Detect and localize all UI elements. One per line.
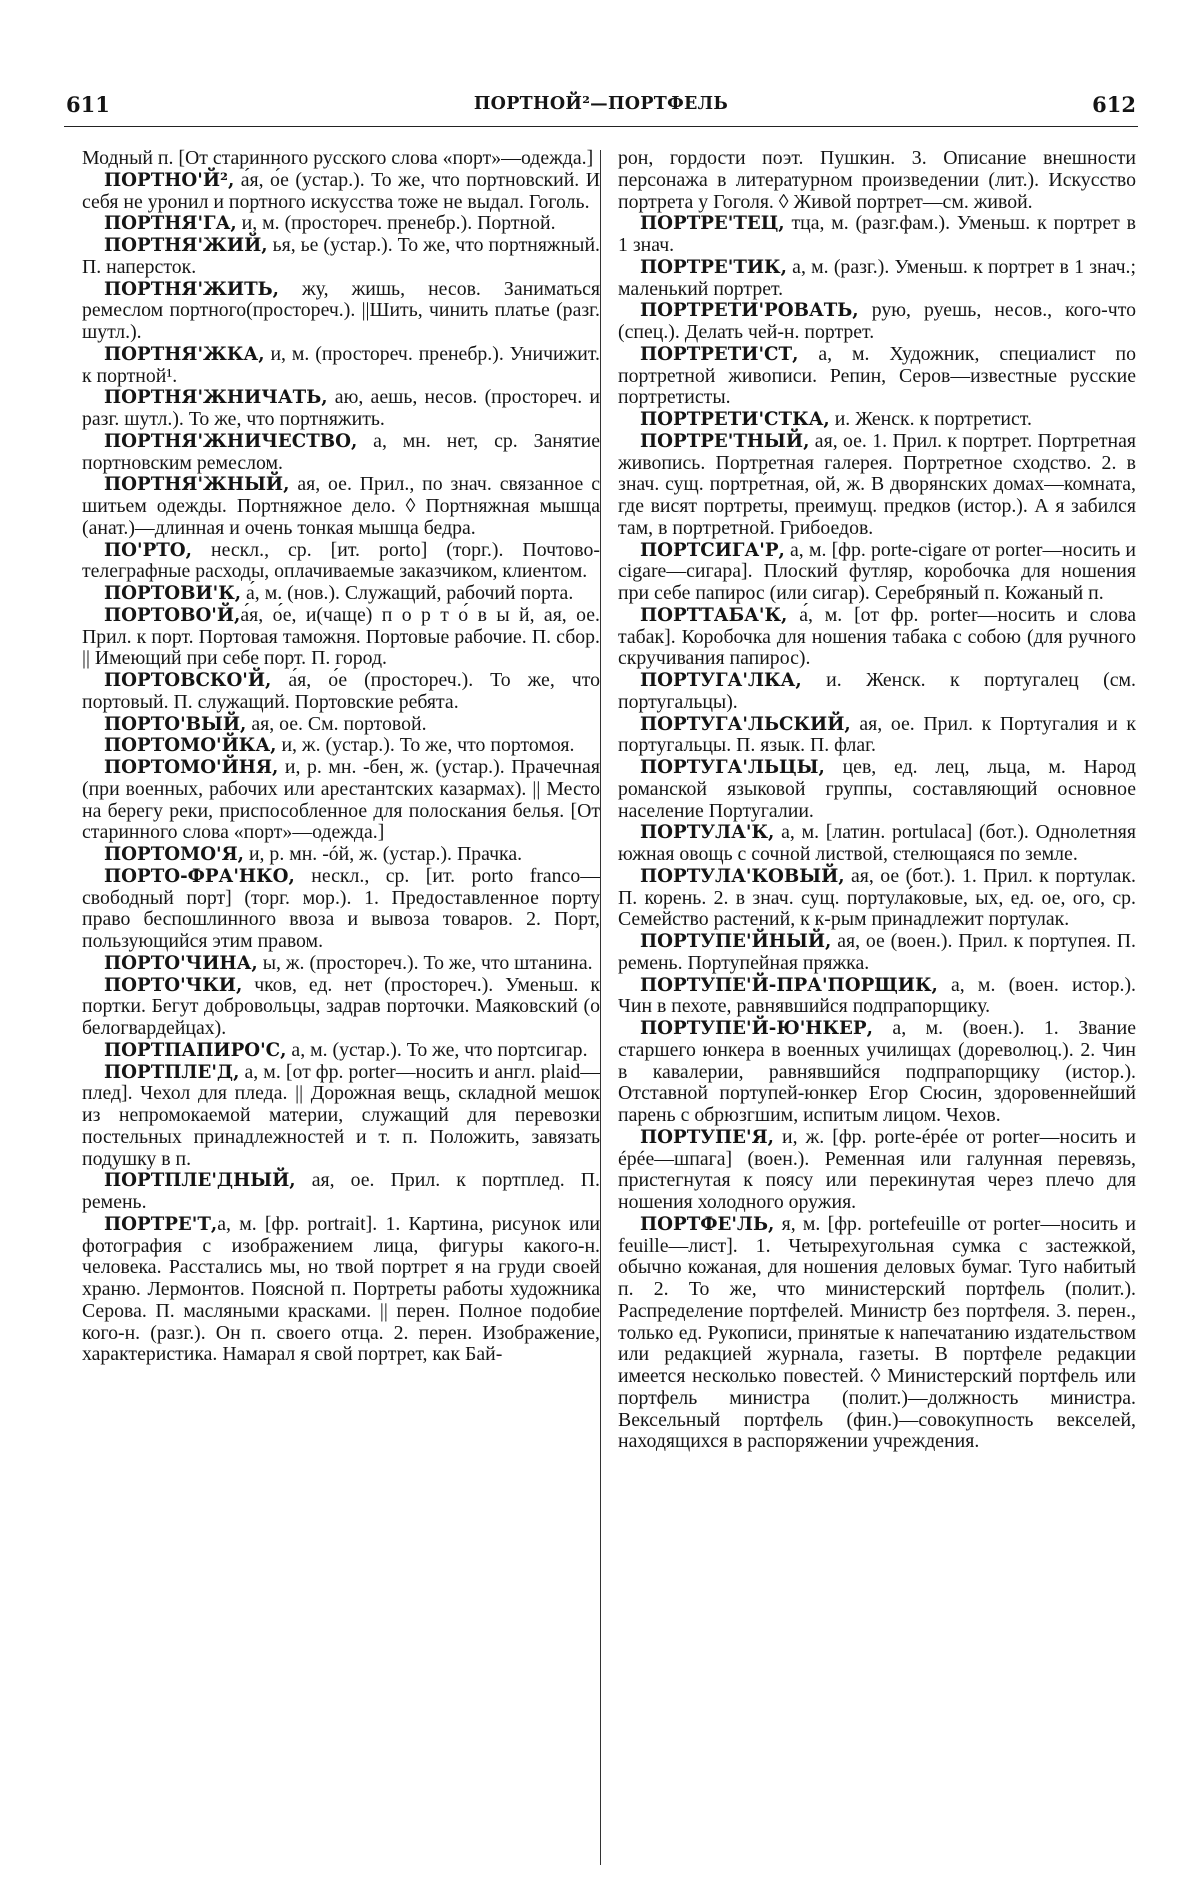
dictionary-entry [82, 1170, 600, 1214]
dictionary-entry [82, 583, 600, 605]
dictionary-entry [618, 714, 1136, 758]
entry-headword: ПОРТРЕТИ'СТ, [640, 343, 799, 365]
entry-continuation [82, 148, 600, 170]
dictionary-entry [82, 1214, 600, 1366]
entry-text: ая, ое (бот.). 1. Прил. к портулак. П. корень. 2. в знач. сущ. портула́ковые, ых, ед. ое, ого, ср. Семейство растений, к к-рым принадлежит портулак. [618, 864, 1136, 931]
column-right [618, 148, 1136, 1878]
dictionary-entry [618, 1018, 1136, 1127]
dictionary-entry [82, 1040, 600, 1062]
dictionary-entry [82, 735, 600, 757]
dictionary-entry [618, 540, 1136, 605]
entry-text: и, ж. (устар.). То же, что портомоя. [276, 734, 575, 757]
entry-text: ая, ое. Прил., по знач. связанное с шитьем одежды. Портняжное дело. ◊ Портняжная мышца (анат.)—длинная и очень тонкая мышца бедра. [82, 473, 600, 539]
entry-headword: ПОРТРЕТИ'СТКА, [640, 409, 830, 430]
entry-headword: ПОРТО'ЧИНА, [104, 952, 258, 974]
entry-text: ая, ое. 1. Прил. к портрет. Портретная живопись. Портретная галерея. Портретное сходство. 2. в знач. сущ. портре́тная, ой, ж. В дворянских домах—комната, где висят портреты, преимущ. предков (истор.). А я забился там, в портретной. Грибоедов. [618, 429, 1136, 539]
dictionary-entry [618, 344, 1136, 409]
entry-headword: ПОРТРЕТИ'РОВАТЬ, [640, 300, 859, 322]
dictionary-entry [82, 387, 600, 431]
dictionary-entry [82, 975, 600, 1040]
entry-headword: ПОРТО'ВЫЙ, [104, 713, 247, 735]
dictionary-entry [82, 170, 600, 214]
entry-text: рую, руешь, несов., кого-что (спец.). Делать чей-н. портрет. [618, 299, 1136, 343]
entry-headword: ПОРТУГА'ЛЬСКИЙ, [640, 713, 851, 735]
entry-headword: ПОРТРЕ'ТИК, [640, 256, 787, 278]
column-left [82, 148, 600, 1878]
entry-text: а́я, о́е, и(чаще) п о р т о́ в ы й, ая, ое. Прил. к порт. Портовая таможня. Портовые рабочие. П. сбор. || Имеющий при себе порт. П. город. [82, 603, 600, 670]
entry-text: а, м. (разг.). Уменьш. к портрет в 1 знач.; маленький портрет. [618, 255, 1136, 300]
dictionary-entry [82, 757, 600, 844]
entry-headword: ПОРТРЕ'Т, [104, 1213, 218, 1235]
entry-headword: ПОРТНО'Й², [104, 169, 235, 191]
entry-text: жу, жишь, несов. Заниматься ремеслом портного(простореч.). ||Шить, чинить платье (разг. шутл.). [82, 277, 600, 343]
entry-headword: ПОРТНЯ'ГА, [104, 213, 237, 235]
dictionary-entry [618, 822, 1136, 866]
entry-text: и. Женск. к портретист. [829, 408, 1032, 430]
entry-text: и, р. мн. -бен, ж. (устар.). Прачечная (при военных, рабочих или арестантских казармах). || Место на берегу реки, приспособленное для полоскания белья. [От старинного слова «порт»—одежда.] [82, 756, 600, 844]
dictionary-entry [82, 866, 600, 953]
entry-headword: ПОРТНЯ'ЖКА, [104, 343, 265, 365]
entry-headword: ПОРТНЯ'ЖНИЧЕСТВО, [104, 430, 358, 452]
dictionary-entry [618, 757, 1136, 822]
entry-headword: ПОРТУЛА'КОВЫЙ, [640, 865, 845, 887]
entry-headword: ПОРТТАБА'К, [640, 604, 788, 626]
entry-headword: ПОРТОМО'ЙКА, [104, 735, 277, 757]
entry-text: а, м. [фр. portrait]. 1. Картина, рисунок или фотография с изображением лица, фигуры какого-н. человека. Расстались мы, но твой портрет я на груди своей храню. Лермонтов. Поясной п. Портреты работы художника Серова. П. масляными красками. || перен. Полное подобие кого-н. (разг.). Он п. своего отца. 2. перен. Изображение, характеристика. Намарал я свой портрет, как Бай- [82, 1212, 600, 1366]
header-rule [64, 126, 1138, 127]
entry-headword: ПОРТРЕ'ТНЫЙ, [640, 430, 810, 452]
column-divider [600, 150, 601, 1865]
entry-headword: ПОРТУПЕ'Я, [640, 1126, 774, 1148]
entry-headword: ПОРТО'ЧКИ, [104, 974, 243, 996]
entry-text: ья, ье (устар.). То же, что портняжный. П. наперсток. [82, 234, 600, 278]
entry-text: а, мн. нет, ср. Занятие портновским ремеслом. [82, 429, 600, 474]
entry-text: нескл., ср. [ит. porto franco—свободный порт] (торг. мор.). 1. Предоставленное порту право беспошлинного ввоза и вывоза товаров. 2. Порт, пользующийся этим правом. [82, 864, 600, 952]
entry-headword: ПОРТНЯ'ЖНИЧАТЬ, [104, 387, 328, 409]
entry-text: рон, гордости поэт. Пушкин. 3. Описание внешности персонажа в литературном произведении (лит.). Искусство портрета у Гоголя. ◊ Живой портрет—см. живой. [618, 148, 1136, 213]
entry-text: и, м. (простореч. пренебр.). Портной. [236, 212, 556, 235]
entry-headword: ПОРТНЯ'ЖИТЬ, [104, 278, 279, 300]
entry-headword: ПОРТУГА'ЛКА, [640, 670, 802, 691]
entry-text: ая, ое. Прил. к портплед. П. ремень. [82, 1169, 600, 1213]
entry-headword: ПОРТСИГА'Р, [640, 539, 785, 561]
entry-headword: ПОРТФЕ'ЛЬ, [640, 1213, 775, 1235]
dictionary-entry [618, 866, 1136, 931]
dictionary-entry [82, 953, 600, 975]
entry-headword: ПОРТУПЕ'Й-ПРА'ПОРЩИК, [640, 974, 938, 996]
entry-text: я, м. [фр. portefeuille от porter—носить и feuille—лист]. 1. Четырехугольная сумка с застежкой, обычно кожаная, для ношения деловых бумаг. Туго набитый п. 2. То же, что министерский портфель (полит.). Распределение портфелей. Министр без портфеля. 3. перен., только ед. Рукописи, принятые к напечатанию издательством или редакцией журнала, газеты. В портфеле редакции имеется несколько повестей. ◊ Министерский портфель или портфель министра (полит.)—должность министра. Вексельный портфель (фин.)—совокупность векселей, находящихся в распоряжении учреждения. [618, 1212, 1136, 1453]
dictionary-entry [618, 213, 1136, 257]
entry-text: а, м. [от фр. porter—носить и англ. plaid—плед]. Чехол для пледа. || Дорожная вещь, складной мешок из непромокаемой материи, служащий для перевозки постельных принадлежностей и т. п. Положить, завязать подушку в п. [82, 1060, 600, 1170]
dictionary-entry [618, 931, 1136, 975]
dictionary-entry [82, 431, 600, 475]
entry-text: и, ж. [фр. porte-épée от porter—носить и épée—шпага] (воен.). Ременная или галунная перевязь, пристегнутая к поясу или перекинутая через плечо для ношения холодного оружия. [618, 1125, 1136, 1213]
dictionary-entry [618, 431, 1136, 540]
dictionary-entry [618, 605, 1136, 670]
entry-headword: ПОРТОВСКО'Й, [104, 670, 272, 691]
dictionary-entry [618, 257, 1136, 301]
page-number-left: 611 [66, 92, 110, 117]
dictionary-entry [618, 1214, 1136, 1453]
running-title: ПОРТНОЙ²—ПОРТФЕЛЬ [473, 94, 729, 114]
entry-text: а, м. [фр. porte-cigare от porter—носить и cigare—сигара]. Плоский футляр, коробочка для ношения при себе папирос (или сигар). Серебряный п. Кожаный п. [618, 538, 1136, 604]
entry-headword: ПОРТУПЕ'Й-Ю'НКЕР, [640, 1018, 873, 1039]
dictionary-entry [618, 409, 1136, 431]
entry-text: ая, ое. См. портовой. [246, 712, 427, 735]
entry-text: нескл., ср. [ит. porto] (торг.). Почтово-телеграфные расходы, оплачиваемые заказчиком, клиентом. [82, 538, 600, 583]
entry-text: Модный п. [От старинного русского слова «порт»—одежда.] [82, 148, 594, 169]
dictionary-entry [618, 300, 1136, 344]
entry-text: а, м. (воен.). 1. Звание старшего юнкера в военных училищах (дореволюц.). 2. Чин в кавалерии, равнявшийся подпрапорщику (истор.). Отставной портупей-юнкер Егор Сюсин, здоровеннейший парень с обрюзгшим, испитым лицом. Чехов. [618, 1017, 1136, 1126]
dictionary-entry [82, 605, 600, 670]
dictionary-entry [618, 1127, 1136, 1214]
entry-text: а́я, о́е (устар.). То же, что портновский. И себя не уронил и портного искусства тоже не выдал. Гоголь. [82, 168, 600, 213]
entry-headword: ПОРТНЯ'ЖИЙ, [104, 235, 268, 256]
entry-text: аю, аешь, несов. (простореч. и разг. шутл.). То же, что портняжить. [82, 386, 600, 430]
entry-text: а, м. (устар.). То же, что портсигар. [286, 1038, 588, 1061]
entry-headword: ПОРТПЛЕ'ДНЫЙ, [104, 1170, 296, 1192]
entry-headword: ПОРТОВО'Й, [104, 604, 241, 626]
entry-text: а, м. [латин. portulaca] (бот.). Однолетняя южная овощь с сочной листвой, стелющаяся по земле. [618, 821, 1136, 865]
entry-headword: ПОРТО-ФРА'НКО, [104, 865, 295, 887]
entry-text: тца, м. (разг.фам.). Уменьш. к портрет в 1 знач. [618, 212, 1136, 256]
entry-text: а́я, о́е (простореч.). То же, что портовый. П. служащий. Портовские ребята. [82, 669, 600, 713]
entry-text: а, м. (воен. истор.). Чин в пехоте, равнявшийся подпрапорщику. [618, 973, 1136, 1018]
entry-headword: ПОРТПЛЕ'Д, [104, 1061, 240, 1083]
entry-headword: ПОРТОМО'ЙНЯ, [104, 757, 279, 778]
entry-headword: ПОРТРЕ'ТЕЦ, [640, 213, 785, 235]
dictionary-entry [82, 540, 600, 584]
entry-headword: ПОРТОВИ'К, [104, 583, 242, 604]
dictionary-entry [82, 213, 600, 235]
entry-headword: ПОРТОМО'Я, [104, 844, 244, 865]
entry-text: и, р. мн. -óй, ж. (устар.). Прачка. [244, 843, 523, 865]
dictionary-entry [82, 714, 600, 736]
dictionary-entry [82, 1062, 600, 1171]
entry-text: цев, ед. лец, льца, м. Народ романской языковой группы, составляющий основное население Португалии. [618, 756, 1136, 822]
entry-continuation [618, 148, 1136, 213]
dictionary-entry [82, 279, 600, 344]
dictionary-entry [618, 975, 1136, 1019]
entry-headword: ПО'РТО, [104, 539, 192, 561]
entry-text: чков, ед. нет (простореч.). Уменьш. к портки. Бегут добровольцы, задрав порточки. Маяковский (о белогвардейцах). [82, 973, 600, 1039]
entry-headword: ПОРТУЛА'К, [640, 822, 775, 844]
entry-text: ая, ое (воен.). Прил. к портупея. П. ремень. Портупейная пряжка. [618, 930, 1136, 974]
entry-headword: ПОРТПАПИРО'С, [104, 1039, 287, 1061]
entry-text: ы, ж. (простореч.). То же, что штанина. [257, 951, 593, 974]
page-header [66, 92, 1136, 122]
dictionary-entry [82, 670, 600, 714]
entry-text: и, м. (простореч. пренебр.). Уничижит. к портной¹. [82, 342, 600, 387]
entry-text: а, м. Художник, специалист по портретной живописи. Репин, Серов—известные русские портретисты. [618, 342, 1136, 409]
entry-text: ая, ое. Прил. к Португалия и к португальцы. П. язык. П. флаг. [618, 712, 1136, 757]
entry-headword: ПОРТНЯ'ЖНЫЙ, [104, 474, 290, 496]
dictionary-entry [82, 474, 600, 539]
dictionary-entry [82, 844, 600, 866]
entry-text: и. Женск. к португалец (см. португальцы). [618, 669, 1136, 713]
dictionary-entry [618, 670, 1136, 714]
entry-headword: ПОРТУГА'ЛЬЦЫ, [640, 757, 825, 778]
dictionary-entry [82, 344, 600, 388]
entry-headword: ПОРТУПЕ'ЙНЫЙ, [640, 931, 832, 952]
page-number-right: 612 [1092, 92, 1136, 117]
entry-text: а́, м. [от фр. porter—носить и слова табак]. Коробочка для ношения табака с собою (для ручного скручивания папирос). [618, 603, 1136, 670]
entry-text: а́, м. (нов.). Служащий, рабочий порта. [241, 582, 574, 604]
dictionary-entry [82, 235, 600, 279]
